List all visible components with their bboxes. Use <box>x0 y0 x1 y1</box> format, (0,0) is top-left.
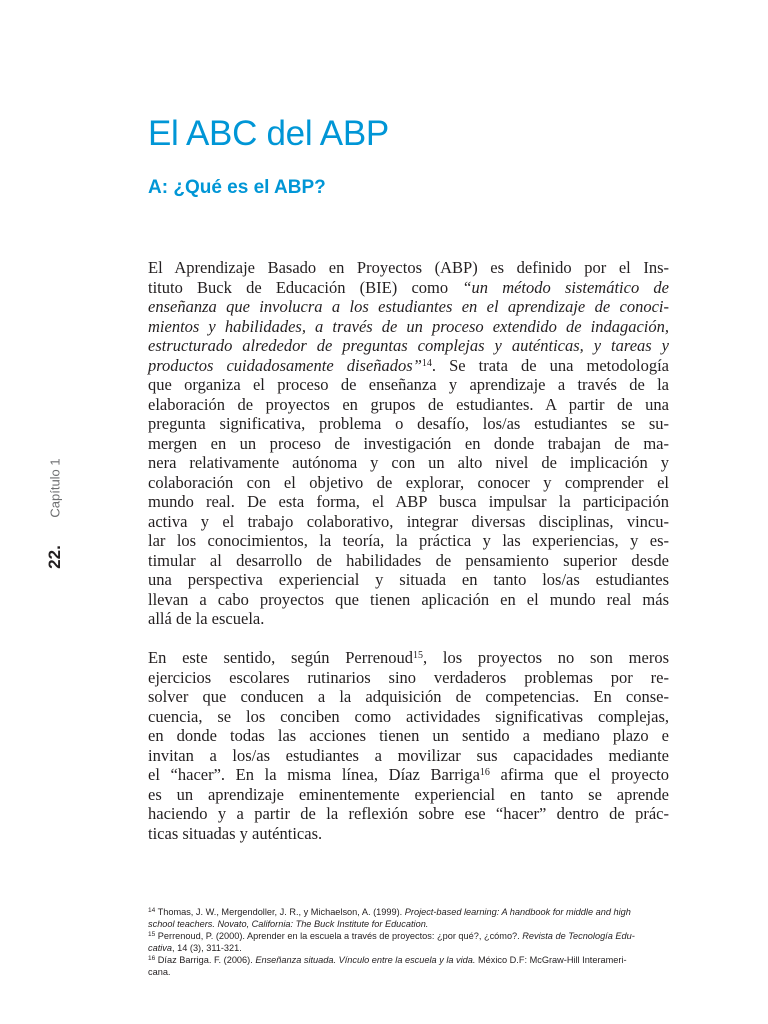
body-text-span: afirma que el proyecto <box>489 765 669 784</box>
body-line: allá de la escuela. <box>148 609 265 628</box>
footnote-text: Díaz Barriga. F. (2006). <box>155 955 256 965</box>
body-line: colaboración con el objetivo de explorar, conocer y comprender el <box>148 472 669 492</box>
chapter-label: Capítulo 1 <box>47 458 63 518</box>
footnote-number: 15 <box>148 931 156 938</box>
footnotes <box>148 906 670 978</box>
body-line: activa y el trabajo colaborativo, integrar diversas disciplinas, vincu- <box>148 511 669 531</box>
body-line: es un aprendizaje eminentemente experiencial en tanto se aprende <box>148 784 669 804</box>
quote-text: “un método sistemático de <box>462 277 669 297</box>
body-line: solver que conducen a la adquisición de competencias. En conse- <box>148 687 669 706</box>
body-line <box>148 278 669 298</box>
footnote-14 <box>148 906 670 918</box>
body-line <box>148 297 669 317</box>
body-line: ticas situadas y auténticas. <box>148 823 323 843</box>
footnote-16-cont: cana. <box>148 967 171 977</box>
footnote-text: México D.F: McGraw-Hill Interameri- <box>475 955 627 965</box>
body-line: en donde todas las acciones tienen un sentido a mediano plazo e <box>148 726 669 745</box>
footnote-text: Perrenoud, P. (2000). Aprender en la escuela a través de proyectos: ¿por qué?, ¿cómo?. <box>155 931 523 941</box>
page-margin-marker <box>40 440 70 580</box>
body-line: elaboración de proyectos en grupos de estudiantes. A partir de una <box>148 394 669 414</box>
quote-text: mientos y habilidades, a través de un proceso extendido de indagación, <box>148 316 669 336</box>
quote-text: estructurado alrededor de preguntas complejas y auténticas, y tareas y <box>148 336 669 355</box>
footnote-title: cativa <box>148 943 173 953</box>
body-line <box>148 648 669 668</box>
footnote-15 <box>148 930 670 942</box>
body-line <box>148 317 669 337</box>
body-line <box>148 765 669 785</box>
footnote-15-cont <box>148 942 670 954</box>
footnote-title: Revista de Tecnología Edu- <box>522 931 635 941</box>
body-line: cuencia, se los conciben como actividades significativas complejas, <box>148 706 669 726</box>
quote-text: productos cuidadosamente diseñados” <box>148 355 422 375</box>
body-line: pregunta significativa, problema o desafío, los/as estudiantes se su- <box>148 414 669 433</box>
body-line: haciendo y a partir de la reflexión sobre ese “hacer” dentro de prác- <box>148 804 669 823</box>
body-line <box>148 356 669 376</box>
footnote-16 <box>148 954 670 966</box>
body-line: lar los conocimientos, la teoría, la práctica y las experiencias, y es- <box>148 531 669 550</box>
quote-text: enseñanza que involucra a los estudiantes en el aprendizaje de conoci- <box>148 297 669 316</box>
page-title: El ABC del ABP <box>148 114 389 153</box>
footnote-number: 16 <box>148 955 156 962</box>
body-text-span: tituto Buck de Educación (BIE) como <box>148 277 463 297</box>
footnote-text: Thomas, J. W., Mergendoller, J. R., y Michaelson, A. (1999). <box>155 907 405 917</box>
footnote-ref-15[interactable]: 15 <box>413 650 424 661</box>
body-line: invitan a los/as estudiantes a movilizar sus capacidades mediante <box>148 745 669 765</box>
footnote-title: Project-based learning: A handbook for middle and high <box>404 907 631 917</box>
body-line: mundo real. De esta forma, el ABP busca impulsar la participación <box>148 492 669 511</box>
footnote-14-cont <box>148 918 670 930</box>
paragraph-gap <box>148 629 669 649</box>
footnote-title: school teachers. Novato, California: The Buck Institute for Education. <box>148 919 429 929</box>
page-number: 22. <box>45 545 64 569</box>
footnote-text: , 14 (3), 311-321. <box>172 943 242 953</box>
footnote-ref-16[interactable]: 16 <box>479 767 490 778</box>
footnote-number: 14 <box>148 907 156 914</box>
footnote-title: Enseñanza situada. Vínculo entre la escuela y la vida. <box>255 955 476 965</box>
section-letter: A: <box>148 177 169 198</box>
body-text-span: , los proyectos no son meros <box>423 648 669 667</box>
body-line: timular al desarrollo de habilidades de pensamiento superior desde <box>148 550 669 570</box>
body-text-span: . Se trata de una metodología <box>431 355 669 375</box>
body-text-span: el “hacer”. En la misma línea, Díaz Barriga <box>148 765 480 784</box>
body-line: llevan a cabo proyectos que tienen aplicación en el mundo real más <box>148 589 669 609</box>
body-line: ejercicios escolares rutinarios sino verdaderos problemas por re- <box>148 667 669 687</box>
body-text <box>148 258 669 843</box>
body-line: una perspectiva experiencial y situada en tanto los/as estudiantes <box>148 570 669 589</box>
body-text-span: En este sentido, según Perrenoud <box>148 648 414 667</box>
body-line: mergen en un proceso de investigación en donde trabajan de ma- <box>148 433 669 453</box>
body-line: que organiza el proceso de enseñanza y aprendizaje a través de la <box>148 375 669 394</box>
section-heading <box>148 175 326 201</box>
body-line: El Aprendizaje Basado en Proyectos (ABP) es definido por el Ins- <box>148 258 669 277</box>
footnote-ref-14[interactable]: 14 <box>421 357 432 369</box>
body-line <box>148 336 669 356</box>
section-heading-text: ¿Qué es el ABP? <box>168 177 326 198</box>
body-line: nera relativamente autónoma y con un alto nivel de implicación y <box>148 453 669 472</box>
